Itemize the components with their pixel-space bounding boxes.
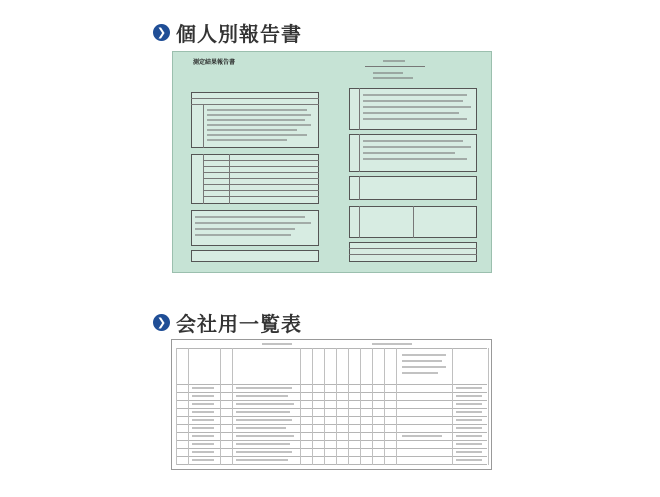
text-line [207,114,311,116]
table-row [176,424,487,425]
section-heading-company-list [153,308,302,337]
cell-name [192,459,214,461]
table-row [176,432,487,433]
table-col [413,206,414,238]
header-note [402,354,446,356]
cell-name [192,435,214,437]
table-col [232,348,233,465]
table-col [488,348,489,465]
table-row [349,254,477,255]
cell-text [236,435,294,437]
table-col [203,104,204,148]
cell-text [236,403,294,405]
text-line [363,94,467,96]
section-title: 会社用一覧表 [176,312,302,336]
cell-text [236,451,292,453]
footer-block [191,250,319,262]
cell-text [236,459,288,461]
cell-date [456,387,482,389]
cell-date [456,459,482,461]
cell-name [192,403,214,405]
header-note [402,360,442,362]
table-col [348,348,349,465]
table-col [312,348,313,465]
text-line [195,216,305,218]
table-row [176,384,487,385]
table-col [188,348,189,465]
table-row [203,160,319,161]
cell-name [192,451,214,453]
list-heading-text [372,343,412,345]
cell-text [236,427,286,429]
header-note [402,366,446,368]
table-row [176,400,487,401]
text-line [195,228,295,230]
table-row [203,190,319,191]
table-row [191,104,319,105]
table-row [203,184,319,185]
text-line [207,139,287,141]
report-title: 測定結果報告書 [193,59,236,66]
text-line [207,124,311,126]
cell-date [456,451,482,453]
individual-report-thumbnail [172,51,492,273]
stamp-label [383,60,405,62]
table-col [220,348,221,465]
table-col [359,134,360,172]
table-row [176,456,487,457]
stamp-line [365,66,425,67]
table-col [359,206,360,238]
table-row [176,416,487,417]
text-line [195,234,291,236]
cell-text [236,411,290,413]
text-line [363,158,467,160]
table-col [359,88,360,130]
table-col [300,348,301,465]
header-note [402,372,438,374]
cell-text [402,435,442,437]
cell-text [236,395,288,397]
table-col [360,348,361,465]
text-line [207,134,307,136]
chevron-right-icon: ❯ [153,314,170,331]
cell-name [192,443,214,445]
table-row [176,408,487,409]
text-line [363,106,471,108]
cell-text [236,443,290,445]
cell-name [192,395,214,397]
table-row [203,178,319,179]
cell-date [456,427,482,429]
text-line [363,146,471,148]
cell-text [236,419,292,421]
table-col [176,348,177,465]
table-row [191,98,319,99]
text-line [363,112,459,114]
table-row [176,440,487,441]
text-line [207,119,305,121]
cell-date [456,395,482,397]
list-heading-text [262,343,292,345]
table-col [452,348,453,465]
cell-name [192,387,214,389]
company-list-thumbnail [171,339,492,470]
cell-text [236,387,292,389]
cell-date [456,443,482,445]
table-row [176,448,487,449]
table-col [384,348,385,465]
table-row [176,348,487,349]
table-col [359,176,360,200]
table-col [396,348,397,465]
text-line [363,118,467,120]
table-row [349,248,477,249]
remarks-block [349,176,477,200]
signature-block [349,242,477,262]
section-title: 個人別報告書 [176,22,302,46]
address-line [373,72,403,74]
text-line [207,109,307,111]
text-line [363,140,463,142]
section-heading-individual-report [153,18,302,47]
cell-date [456,435,482,437]
cell-name [192,411,214,413]
cell-date [456,411,482,413]
cell-date [456,419,482,421]
text-line [207,129,297,131]
text-line [363,152,455,154]
table-row [203,172,319,173]
cell-name [192,427,214,429]
table-row [176,464,487,465]
table-col [324,348,325,465]
table-row [203,166,319,167]
cell-name [192,419,214,421]
address-line [373,77,413,79]
table-col [372,348,373,465]
table-col [336,348,337,465]
chevron-right-icon: ❯ [153,24,170,41]
text-line [195,222,311,224]
cell-date [456,403,482,405]
table-row [176,392,487,393]
table-row [203,196,319,197]
text-line [363,100,463,102]
